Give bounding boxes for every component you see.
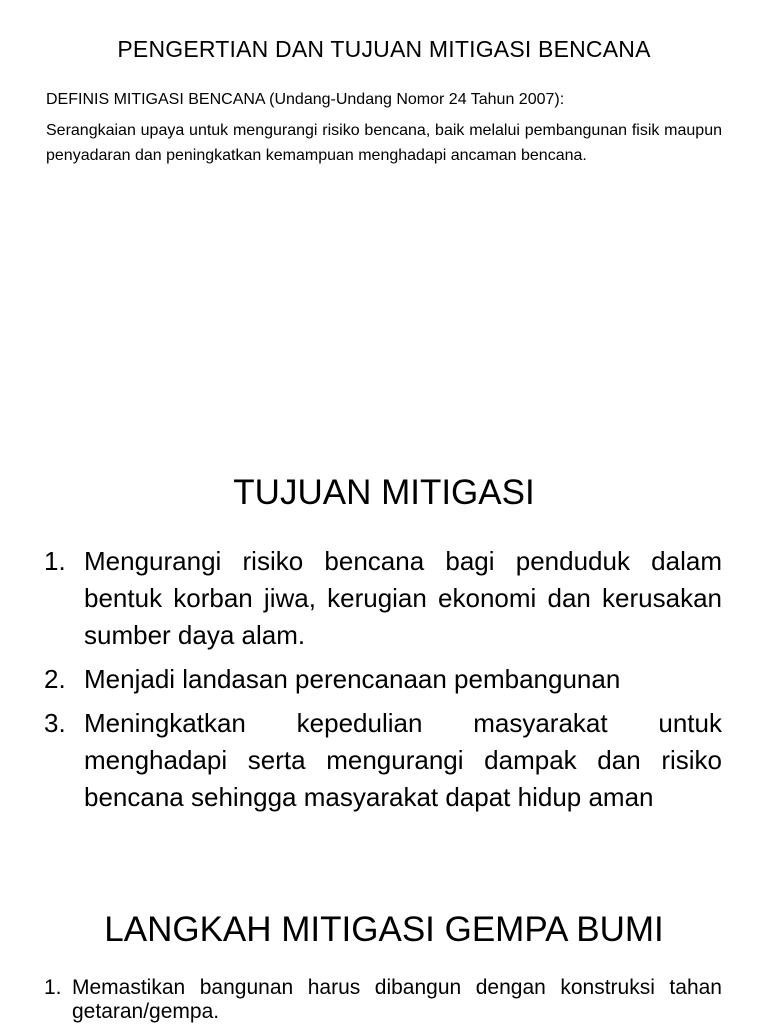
langkah-list (44, 976, 722, 1024)
tujuan-list (44, 543, 722, 823)
list-item-text: Meningkatkan kepedulian masyarakat untuk menghadapi serta mengurangi dampak dan risiko bencana sehingga masyarakat dapat hidup aman (84, 708, 722, 812)
definition-heading: DEFINIS MITIGASI BENCANA (Undang-Undang Nomor 24 Tahun 2007): (46, 91, 565, 108)
section-title-tujuan: TUJUAN MITIGASI (233, 473, 535, 512)
list-item-text: Mengurangi risiko bencana bagi penduduk dalam bentuk korban jiwa, kerugian ekonomi dan kerusakan sumber daya alam. (84, 546, 722, 650)
list-item (44, 976, 722, 1024)
section-title-langkah: LANGKAH MITIGASI GEMPA BUMI (104, 910, 664, 949)
list-item (44, 705, 722, 816)
list-item-number: 3. (44, 708, 66, 738)
page-title: PENGERTIAN DAN TUJUAN MITIGASI BENCANA (117, 36, 651, 62)
definition-body: Serangkaian upaya untuk mengurangi risiko bencana, baik melalui pembangunan fisik maupun penyadaran dan peningkatkan kemampuan menghadapi ancaman bencana. (46, 122, 722, 164)
list-item-text: Memastikan bangunan harus dibangun dengan konstruksi tahan getaran/gempa. (72, 976, 722, 1023)
list-item (44, 661, 722, 698)
list-item-text: Menjadi landasan perencanaan pembangunan (84, 664, 621, 694)
list-item-number: 2. (44, 664, 66, 694)
list-item-number: 1. (44, 546, 66, 576)
list-item (44, 543, 722, 654)
list-item-number: 1. (44, 976, 62, 999)
